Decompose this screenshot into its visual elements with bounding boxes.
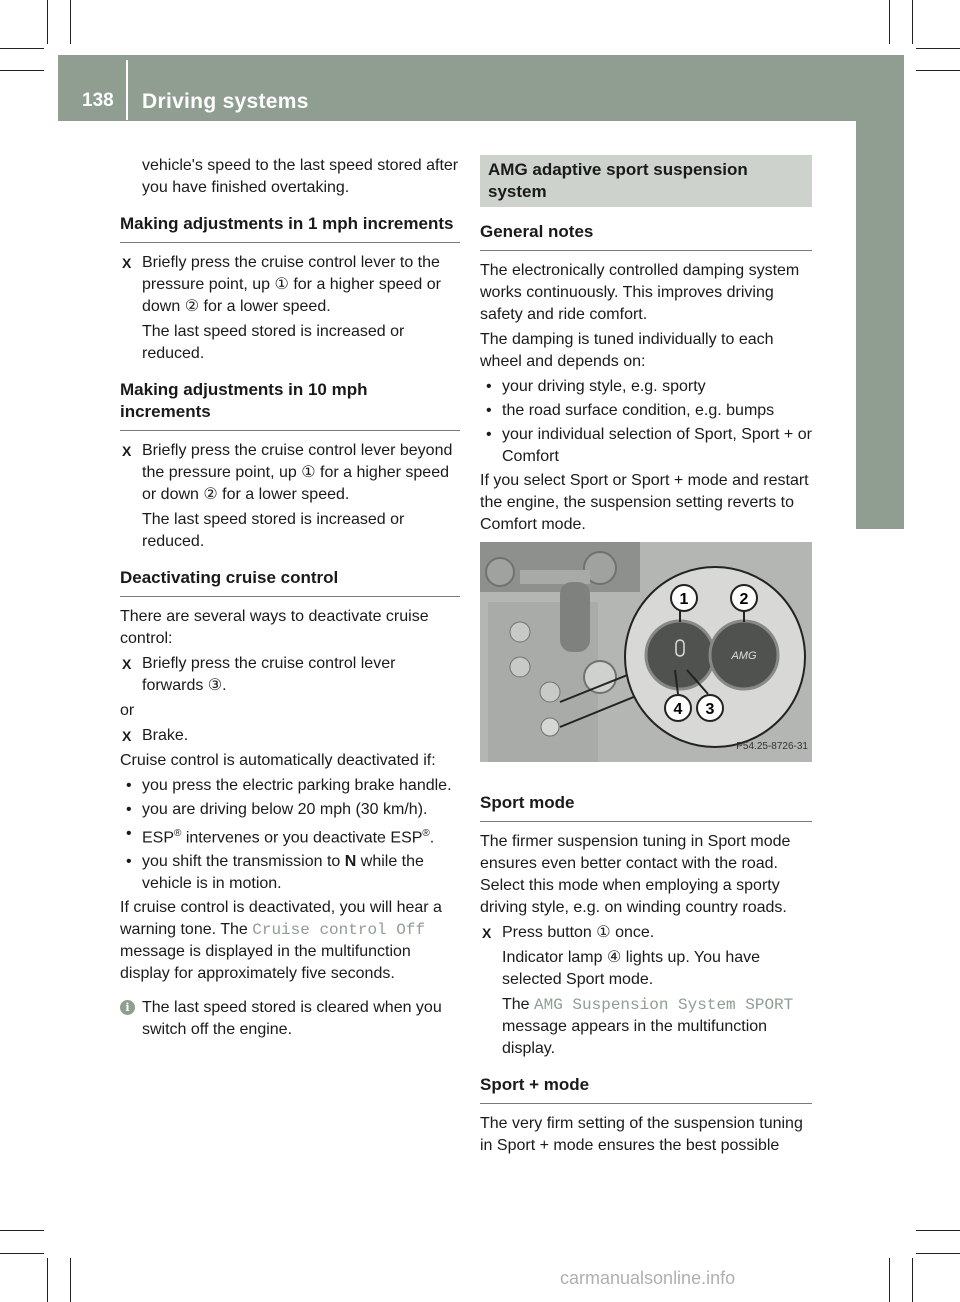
- bullet-item: • you are driving below 20 mph (30 km/h).: [120, 799, 460, 821]
- info-note: i The last speed stored is cleared when you switch off the engine.: [120, 997, 460, 1041]
- bullet-item: • the road surface condition, e.g. bumps: [480, 400, 812, 422]
- marker-1: ①: [274, 276, 289, 293]
- marker-1: ①: [301, 464, 316, 481]
- callout-1: 1: [679, 591, 689, 608]
- marker-2: ②: [184, 298, 200, 315]
- header-divider: [126, 60, 128, 120]
- marker-3: ③: [207, 677, 223, 694]
- deactivate-intro: There are several ways to deactivate cruise control:: [120, 608, 429, 647]
- paragraph: The firmer suspension tuning in Sport mode ensures even better contact with the road. Select this mode when employing a sporty driving style, e.g. on winding country roads.: [480, 833, 791, 916]
- section-title: AMG adaptive sport suspension system: [480, 155, 812, 207]
- heading-sport-plus-mode: Sport + mode: [480, 1074, 812, 1104]
- chapter-label: Driving and parking: [868, 135, 893, 342]
- paragraph: The damping is tuned individually to each wheel and depends on:: [480, 331, 774, 370]
- callout-4: 4: [673, 701, 683, 718]
- bullet-item: • your individual selection of Sport, Sport + or Comfort: [480, 424, 812, 468]
- marker-4: ④: [606, 949, 622, 966]
- crop-mark: [916, 48, 960, 49]
- page-number: 138: [82, 90, 114, 111]
- callout-2: 2: [739, 591, 749, 608]
- step-result: Indicator lamp ④ lights up. You have selected Sport mode.: [502, 949, 761, 988]
- paragraph: The electronically controlled damping system works continuously. This improves driving safety and ride comfort.: [480, 262, 800, 323]
- continued-text: vehicle's speed to the last speed stored after you have finished overtaking.: [142, 157, 459, 196]
- page-title: Driving systems: [142, 90, 309, 113]
- step-press-button: X Press button ① once.: [480, 922, 812, 944]
- warning-paragraph: If cruise control is deactivated, you will hear a warning tone. The Cruise control Off message is displayed in the multifunction display for approximately five seconds.: [120, 899, 442, 983]
- info-icon: i: [120, 1000, 135, 1015]
- crop-mark: [912, 0, 913, 44]
- display-message: Cruise control Off: [252, 921, 426, 940]
- marker-2: ②: [203, 486, 218, 503]
- crop-mark: [0, 48, 44, 49]
- crop-mark: [916, 1230, 960, 1231]
- crop-mark: [916, 70, 960, 71]
- bullet-item: • you shift the transmission to N while the vehicle is in motion.: [120, 851, 460, 895]
- bullet-item: • you press the electric parking brake handle.: [120, 775, 460, 797]
- crop-mark: [0, 1253, 44, 1254]
- crop-mark: [889, 0, 890, 44]
- step-lever-forwards: X Briefly press the cruise control lever forwards ③.: [120, 653, 460, 697]
- heading-1mph: Making adjustments in 1 mph increments: [120, 213, 460, 243]
- display-message: AMG Suspension System SPORT: [534, 996, 794, 1014]
- callout-3: 3: [705, 701, 715, 718]
- step-brake: X Brake.: [120, 725, 460, 747]
- left-column: [120, 155, 460, 1041]
- step-1mph-result: The last speed stored is increased or reduced.: [142, 323, 405, 362]
- watermark: carmanualsonline.info: [560, 1268, 736, 1288]
- center-console-figure: [480, 542, 812, 762]
- crop-mark: [47, 1258, 48, 1302]
- crop-mark: [47, 0, 48, 44]
- heading-10mph: Making adjustments in 10 mph increments: [120, 379, 460, 431]
- figure-code: P54.25-8726-31: [736, 741, 808, 752]
- crop-mark: [70, 0, 71, 44]
- step-result-message: The AMG Suspension System SPORT message appears in the multifunction display.: [502, 996, 794, 1057]
- bullet-item: • ESP® intervenes or you deactivate ESP®.: [120, 823, 460, 849]
- or-text: or: [120, 702, 135, 719]
- crop-mark: [889, 1258, 890, 1302]
- step-10mph-result: The last speed stored is increased or reduced.: [142, 511, 405, 550]
- paragraph: The very firm setting of the suspension tuning in Sport + mode ensures the best possible: [480, 1115, 803, 1154]
- bullet-item: • your driving style, e.g. sporty: [480, 376, 812, 398]
- crop-mark: [916, 1253, 960, 1254]
- heading-sport-mode: Sport mode: [480, 792, 812, 822]
- crop-mark: [912, 1258, 913, 1302]
- right-column: [480, 155, 812, 1160]
- amg-button-label: AMG: [731, 650, 757, 662]
- step-1mph: X Briefly press the cruise control lever to the pressure point, up ① for a higher speed or down ② for a lower speed.: [120, 252, 460, 318]
- crop-mark: [0, 70, 44, 71]
- crop-mark: [0, 1230, 44, 1231]
- paragraph: If you select Sport or Sport + mode and restart the engine, the suspension setting reverts to Comfort mode.: [480, 472, 809, 533]
- console-illustration: [480, 542, 812, 762]
- step-10mph: X Briefly press the cruise control lever beyond the pressure point, up ① for a higher speed or down ② for a lower speed.: [120, 440, 460, 506]
- marker-1: ①: [596, 924, 611, 941]
- auto-deactivate-intro: Cruise control is automatically deactivated if:: [120, 752, 436, 769]
- heading-general-notes: General notes: [480, 221, 812, 251]
- heading-deactivating: Deactivating cruise control: [120, 567, 460, 597]
- crop-mark: [70, 1258, 71, 1302]
